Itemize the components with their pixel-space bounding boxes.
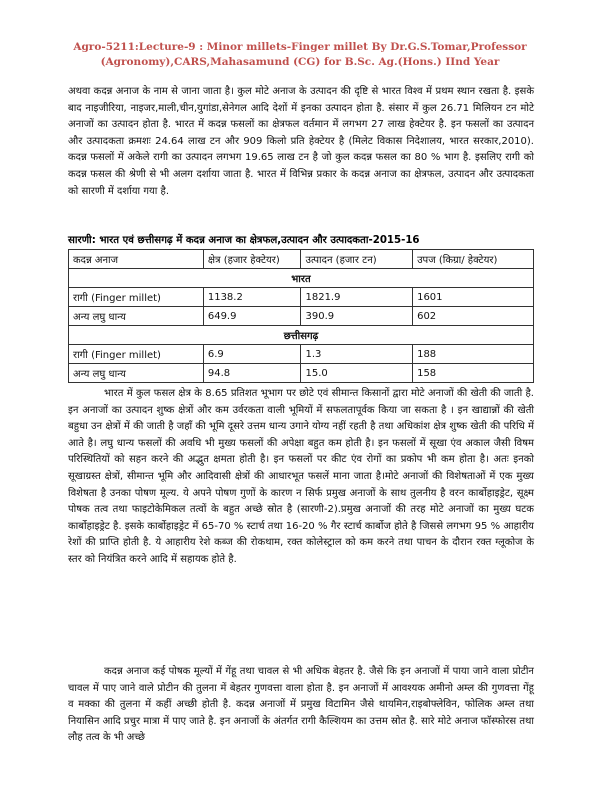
table-row — [69, 364, 534, 383]
table-cell: 158 — [413, 364, 534, 383]
table-cell: 94.8 — [203, 364, 301, 383]
table-cell: 1821.9 — [301, 288, 413, 307]
header-line-2: (Agronomy),CARS,Mahasamund (CG) for B.Sc. Ag.(Hons.) IInd Year — [100, 56, 500, 68]
table-row — [69, 307, 534, 326]
paragraph-intro: अथवा कदन्न अनाज के नाम से जाना जाता है। कुल मोटे अनाज के उत्पादन की दृष्टि से भारत विश्व में प्रथम स्थान रखता है. इसके बाद नाइजीरिया, नाइजर,माली,चीन,युगांडा,सेनेगल आदि देशों में इनका उत्पादन होता है. संसार में कुल 26.71 मिलियन टन मोटे अनाजों का उत्पादन होता है. भारत में कदन्न फसलों का क्षेत्रफल वर्तमान में लगभग 27 लाख हेक्टेयर है. इन फसलों का उत्पादन और उत्पादकता क्रमशः 24.64 लाख टन और 909 किलो प्रति हेक्टेयर है (मिलेट विकास निदेशालय, भारत सरकार,2010). कदन्न फसलों में अकेले रागी का उत्पादन लगभग 19.65 लाख टन है जो कुल कदन्न फसल का 80 % भाग है. इसलिए रागी को कदन्न फसल की श्रेणी से भी अलग दर्शाया जाता है. भारत में विभिन्न प्रकार के कदन्न अनाज का क्षेत्रफल, उत्पादन और उत्पादकता को सारणी में दर्शाया गया है. — [68, 86, 534, 197]
table-row — [69, 288, 534, 307]
table-header-cell: उत्पादन (हजार टन) — [301, 250, 413, 269]
table-section-row — [69, 269, 534, 288]
section-chhattisgarh: छत्तीसगढ़ — [69, 326, 534, 345]
table-cell: रागी (Finger millet) — [69, 288, 204, 307]
table-header-cell: कदन्न अनाज — [69, 250, 204, 269]
table-cell: अन्य लघु धान्य — [69, 307, 204, 326]
table-header-cell: क्षेत्र (हजार हेक्टेयर) — [203, 250, 301, 269]
header-line-1: Agro-5211:Lecture-9 : Minor millets-Finger millet By Dr.G.S.Tomar,Professor — [73, 41, 527, 53]
paragraph-nutrition: कदन्न अनाज कई पोषक मूल्यों में गेंहू तथा चावल से भी अधिक बेहतर है. जैसे कि इन अनाजों में पाया जाने वाला प्रोटीन चावल में पाए जाने वाले प्रोटीन की तुलना में बेहतर गुणवत्ता वाला होता है. इन अनाजों में आवश्यक अमीनो अम्ल की गुणवत्ता गेंहू व मक्का की तुलना में कहीं अच्छी होती है. कदन्न अनाजों में प्रमुख विटामिन जैसे थायमिन,राइबोफ्लेविन, फोलिक अम्ल तथा नियासिन आदि प्रचुर मात्रा में पाए जाते है. इन अनाजों के अंतर्गत रागी कैल्शियम का उत्तम स्रोत है. सारे मोटे अनाज फॉस्फोरस तथा लौह तत्व के भी अच्छे — [68, 666, 534, 744]
table-cell: अन्य लघु धान्य — [69, 364, 204, 383]
millet-table — [68, 249, 534, 383]
table-caption: सारणी: भारत एवं छत्तीसगढ़ में कदन्न अनाज का क्षेत्रफल,उत्पादन और उत्पादकता-2015-16 — [68, 235, 420, 246]
table-cell: 1.3 — [301, 345, 413, 364]
paragraph-cultivation: भारत में कुल फसल क्षेत्र के 8.65 प्रतिशत भूभाग पर छोटे एवं सीमान्त किसानों द्वारा मोटे अनाजों की खेती की जाती है. इन अनाजों का उत्पादन शुष्क क्षेत्रों और कम उर्वरकता वाली भूमियों में सफलतापूर्वक किया जा सकता है । इन खाद्यान्नों की खेती बहुधा उन क्षेत्रों में की जाती है जहाँ की भूमि दूसरे उत्तम धान्य उगाने योग्य नहीं रहती है तथा अधिकांश क्षेत्र शुष्क खेती की परिधि में आते है। लघु धान्य फसलों की अवधि भी मुख्य फसलों की अपेक्षा बहुत कम होती है। इन फसलों में सूखा एंव अकाल जैसी विषम परिस्थितियों को सहन करने की अद्भुत क्षमता होती है। इन फसलों पर कीट एंव रोगों का प्रकोप भी कम होता है। अतः इनको सूखाग्रस्त क्षेत्रों, सीमान्त भूमि और आदिवासी क्षेत्रों की आधारभूत फसलें माना जाता है।मोटे अनाजों की विशेषताओं में एक मुख्य विशेषता है उनका पोषण मूल्य. ये अपने पोषण गुणों के कारण न सिर्फ प्रमुख अनाजों के साथ तुलनीय है वरन कार्बोहाइड्रेट, सूक्ष्म पोषक तत्व तथा फाइटोकेमिकल तत्वों के बहुत अच्छे स्रोत है (सारणी-2).प्रमुख अनाजों की तरह मोटे अनाजों का मुख्य घटक कार्बोहाइड्रेट है. इसके कार्बोहाइड्रेट में 65-70 % स्टार्च तथा 16-20 % गैर स्टार्च कार्बोज होते है जिससे लगभग 95 % आहारीय रेशों की प्राप्ति होती है. ये आहारीय रेशे कब्ज की रोकथाम, रक्त कोलेस्ट्राल को कम करने तथा पाचन के दौरान रक्त ग्लूकोज के स्तर को नियंत्रित करने आदि में सहायक होते है. — [68, 388, 534, 565]
table-cell: 1601 — [413, 288, 534, 307]
table-header-row — [69, 250, 534, 269]
page-header — [60, 40, 540, 70]
table-cell: 1138.2 — [203, 288, 301, 307]
table-cell: 15.0 — [301, 364, 413, 383]
section-india: भारत — [69, 269, 534, 288]
table-cell: 188 — [413, 345, 534, 364]
table-row — [69, 345, 534, 364]
table-cell: 649.9 — [203, 307, 301, 326]
table-cell: रागी (Finger millet) — [69, 345, 204, 364]
table-cell: 390.9 — [301, 307, 413, 326]
table-header-cell: उपज (किग्रा/ हेक्टेयर) — [413, 250, 534, 269]
table-cell: 6.9 — [203, 345, 301, 364]
table-cell: 602 — [413, 307, 534, 326]
table-section-row — [69, 326, 534, 345]
